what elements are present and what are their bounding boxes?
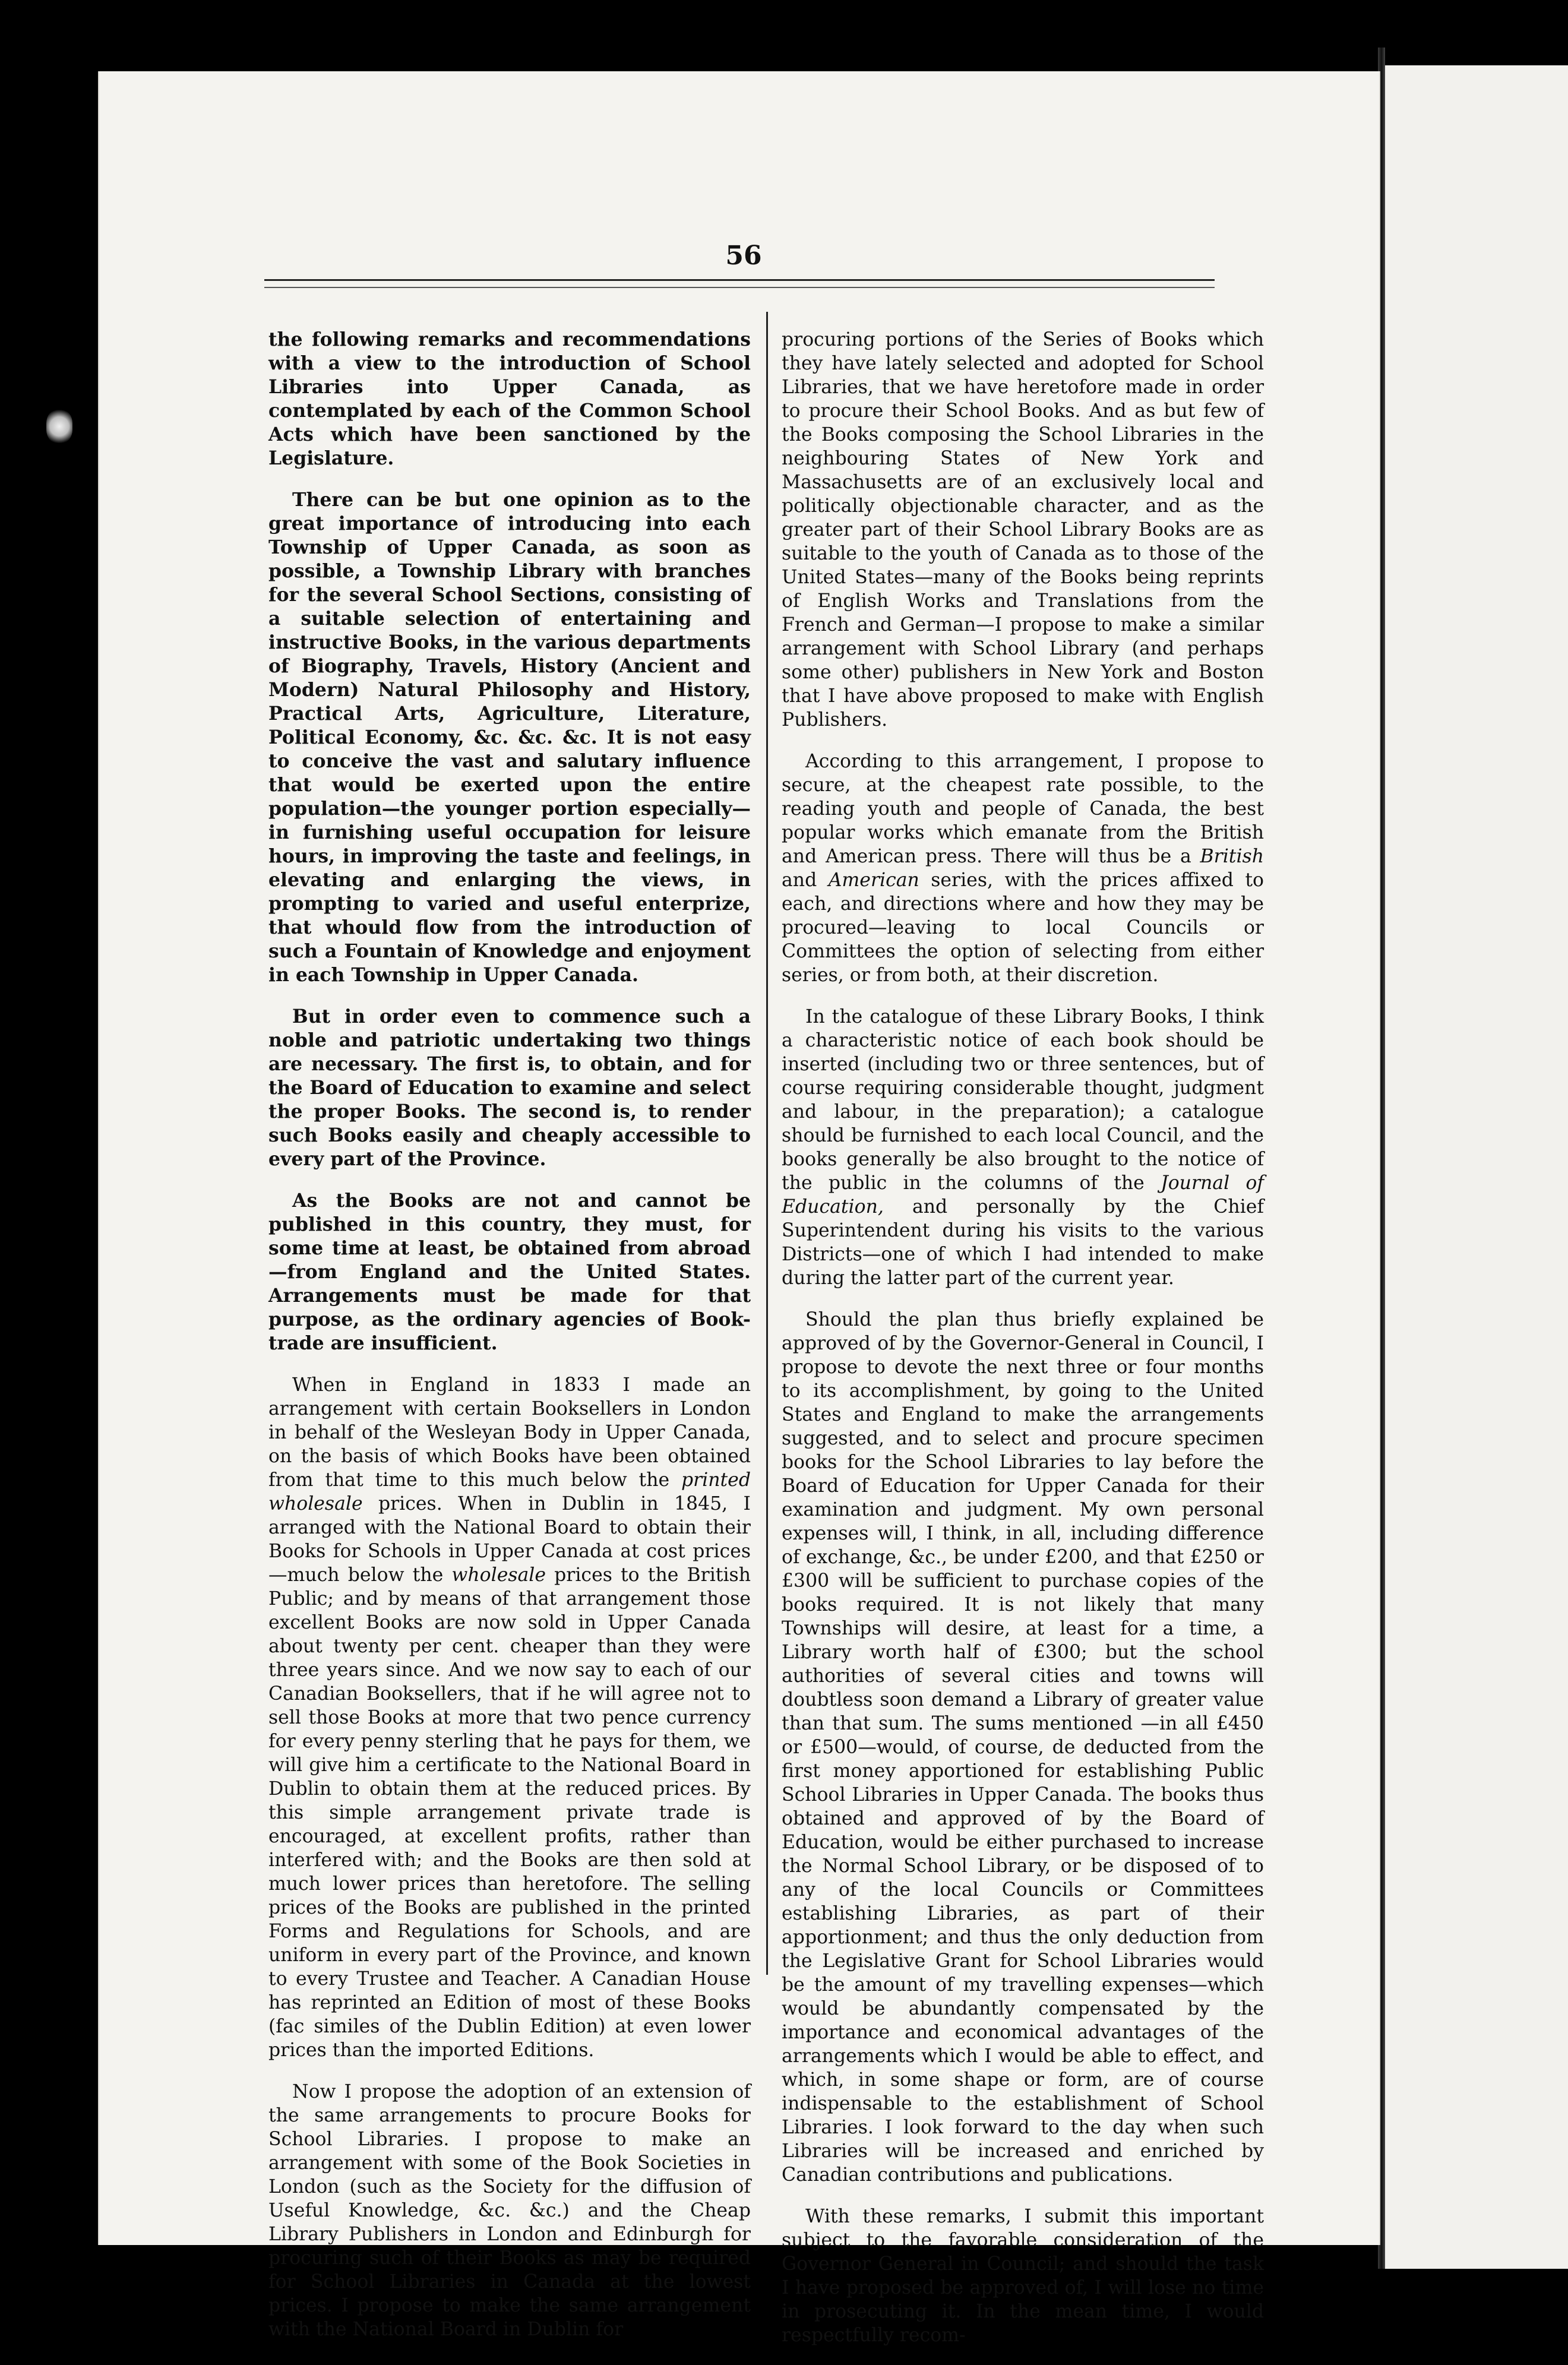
adjacent-page-edge	[1385, 65, 1568, 2269]
left-column	[268, 328, 751, 2359]
italic-text: American	[828, 870, 919, 891]
right-column	[782, 328, 1264, 2365]
paragraph: There can be but one opinion as to the great importance of introducing into each Township of Upper Canada, as soon as possible, a Township Library with branches for the several School Sections, consisting of a suitable selection of entertaining and instructive Books, in the various departments of Biography, Travels, History (Ancient and Modern) Natural Philosophy and History, Practical Arts, Agriculture, Literature, Political Economy, &c. &c. &c. It is not easy to conceive the vast and salutary influence that would be exerted upon the entire population—the younger portion especially—in furnishing useful occupation for leisure hours, in improving the taste and feelings, in elevating and enlarging the views, in prompting to varied and useful enterprize, that whould flow from the introduction of such a Fountain of Knowledge and enjoyment in each Township in Upper Canada.	[268, 489, 751, 986]
paragraph: procuring portions of the Series of Books which they have lately selected and adopted for School Libraries, that we have heretofore made in order to procure their School Books. And as but few of the Books composing the School Libraries in the neighbouring States of New York and Massachusetts are of an exclusively local and politically objectionable character, and as the greater part of their School Library Books are as suitable to the youth of Canada as to those of the United States—many of the Books being reprints of English Works and Translations from the French and German—I propose to make a similar arrangement with School Library (and perhaps some other) publishers in New York and Boston that I have above proposed to make with English Publishers.	[782, 329, 1264, 731]
text-run: and	[782, 870, 829, 891]
paragraph: But in order even to commence such a noble and patriotic undertaking two things are necessary. The first is, to obtain, and for the Board of Education to examine and select the proper Books. The second is, to render such Books easily and cheaply accessible to every part of the Province.	[268, 1006, 751, 1170]
italic-text: Journal of Education,	[782, 1172, 1264, 1218]
paragraph	[782, 750, 1264, 987]
text-run: prices to the British Public; and by means of that arrangement those excellent Books are now sold in Upper Canada about twenty per cent. cheaper than they were three years since. And we now say to each of our Canadian Booksellers, that if he will agree not to sell those Books at more that two pence currency for every penny sterling that he pays for them, we will give him a certificate to the National Board in Dublin to obtain them at the reduced prices. By this simple arrangement private trade is encouraged, at excellent profits, rather than interfered with; and the Books are then sold at much lower prices than heretofore. The selling prices of the Books are published in the printed Forms and Regulations for Schools, and are uniform in every part of the Province, and known to every Trustee and Teacher. A Canadian House has reprinted an Edition of most of these Books (fac similes of the Dublin Edition) at even lower prices than the imported Editions.	[268, 1564, 751, 2061]
paragraph: Now I propose the adoption of an extension of the same arrangements to procure Books for School Libraries. I propose to make an arrangement with some of the Book Societies in London (such as the Society for the diffusion of Useful Knowledge, &c. &c.) and the Cheap Library Publishers in London and Edinburgh for procuring such of their Books as may be required for School Libraries in Canada at the lowest prices. I propose to make the same arrangement with the National Board in Dublin for	[268, 2081, 751, 2340]
paragraph	[268, 1373, 751, 2062]
text-run: series, with the prices affixed to each, and directions where and how they may be procured—leaving to local Councils or Committees the option of selecting from either series, or from both, at their discretion.	[782, 870, 1264, 986]
text-run: and personally by the Chief Superintendent during his visits to the various Districts—one of which I had intended to make during the latter part of the current year.	[782, 1196, 1264, 1289]
page-number: 56	[725, 241, 762, 271]
paragraph: Should the plan thus briefly explained be approved of by the Governor-General in Council, I propose to devote the next three or four months to its accomplishment, by going to the United States and England to make the arrangements suggested, and to select and procure specimen books for the School Libraries to lay before the Board of Education for Upper Canada for their examination and judgment. My own personal expenses will, I think, in all, including difference of exchange, &c., be under £200, and that £250 or £300 will be sufficient to purchase copies of the books required. It is not likely that many Townships will desire, at least for a time, a Library worth half of £300; but the school authorities of several cities and towns will doubtless soon demand a Library of greater value than that sum. The sums mentioned —in all £450 or £500—would, of course, de deducted from the first money apportioned for establishing Public School Libraries in Upper Canada. The books thus obtained and approved of by the Board of Education, would be either purchased to increase the Normal School Library, or be disposed of to any of the local Councils or Committees establishing Libraries, as part of their apportionment; and thus the only deduction from the Legislative Grant for School Libraries would be the amount of my travelling expenses—which would be abundantly compensated by the importance and economical advantages of the arrangements which I would be able to effect, and which, in some shape or form, are of course indispensable to the establishment of School Libraries. I look forward to the day when such Libraries will be increased and enriched by Canadian contributions and publications.	[782, 1309, 1264, 2186]
italic-text: British	[1200, 846, 1264, 867]
paragraph: the following remarks and recommendations with a view to the introduction of School Libraries into Upper Canada, as contemplated by each of the Common School Acts which have been sanctioned by the Legislature.	[268, 328, 751, 469]
column-divider	[766, 312, 768, 1975]
header-rule	[264, 279, 1215, 288]
paragraph: As the Books are not and cannot be published in this country, they must, for some time at least, be obtained from abroad—from England and the United States. Arrangements must be made for that purpose, as the ordinary agencies of Book-trade are insufficient.	[268, 1190, 751, 1354]
italic-text: wholesale	[451, 1564, 546, 1586]
paragraph	[782, 1005, 1264, 1290]
text-run: According to this arrangement, I propose to secure, at the cheapest rate possible, to the reading youth and people of Canada, the best popular works which emanate from the British and American press. There will thus be a	[782, 751, 1264, 867]
text-run: In the catalogue of these Library Books, I think a characteristic notice of each book should be inserted (including two or three sentences, but of course requiring considerable thought, judgment and labour, in the preparation); a catalogue should be furnished to each local Council, and the books generally be also brought to the notice of the public in the columns of the	[782, 1006, 1264, 1194]
text-run: prices. When in Dublin in 1845, I arranged with the National Board to obtain their Books for Schools in Upper Canada at cost prices—much below the	[268, 1493, 751, 1586]
italic-text: printed wholesale	[268, 1469, 751, 1515]
text-run: When in England in 1833 I made an arrangement with certain Booksellers in London in behalf of the Wesleyan Body in Upper Canada, on the basis of which Books have been obtained from that time to this much below the	[268, 1374, 751, 1491]
scan-artifact	[46, 410, 72, 443]
paragraph: With these remarks, I submit this important subject to the favorable consideration of the Governor General in Council; and should the task I have proposed be approved of, I will lose no time in prosecuting it. In the mean time, I would respectfully recom-	[782, 2206, 1264, 2346]
